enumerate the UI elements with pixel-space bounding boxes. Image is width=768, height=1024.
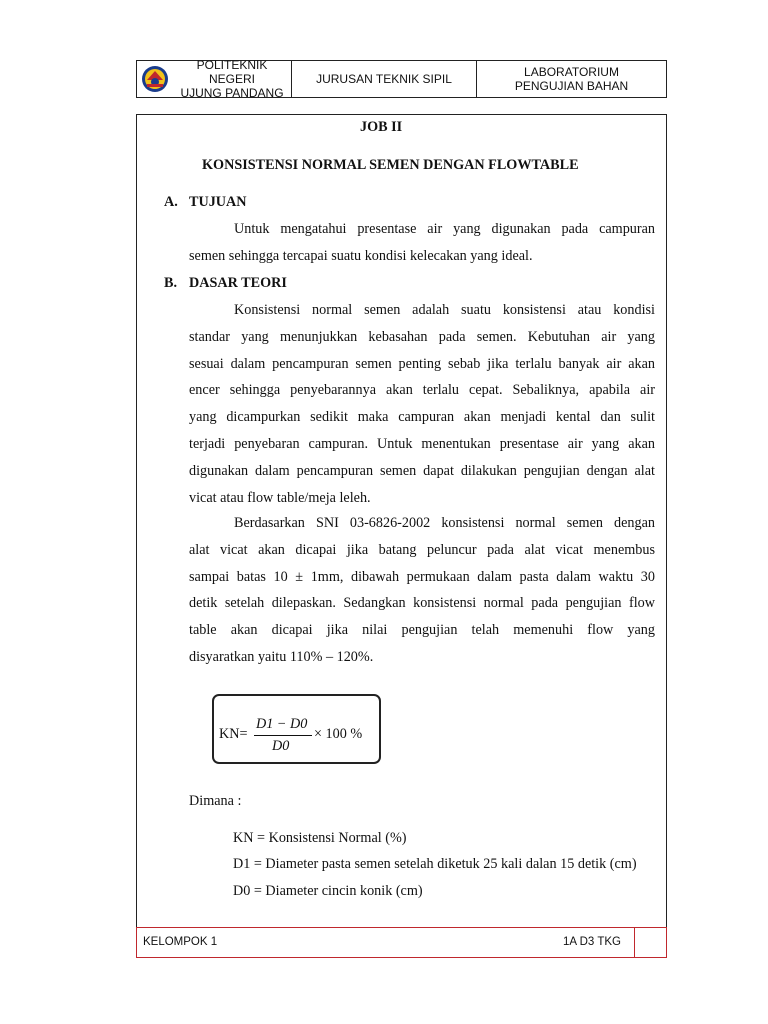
dimana-label: Dimana : xyxy=(189,793,242,809)
section-b-paragraph-2 xyxy=(189,510,655,671)
section-a-text xyxy=(189,216,655,270)
text-line: detik setelah dilepaskan. Sedangkan konsistensi normal pada pengujian flow xyxy=(189,595,655,612)
text-line: Berdasarkan SNI 03-6826-2002 konsistensi normal semen dengan xyxy=(234,515,655,531)
document-title: KONSISTENSI NORMAL SEMEN DENGAN FLOWTABLE xyxy=(202,157,579,173)
definition-d1: D1 = Diameter pasta semen setelah diketuk 25 kali dalan 15 detik (cm) xyxy=(233,856,637,872)
text-line: digunakan dalam pencampuran semen dapat dilakukan pengujian dengan alat xyxy=(189,462,655,479)
lab-line2: PENGUJIAN BAHAN xyxy=(514,79,629,93)
text-line: yang dicampurkan sedikit maka campuran akan menjadi kental dan sulit xyxy=(189,409,655,426)
text-line: standar yang menunjukkan kebasahan pada semen. Kebutuhan air yang xyxy=(189,328,655,345)
formula-rhs: × 100 % xyxy=(314,726,363,742)
text-line: sesuai dalam pencampuran semen penting sebab jika terlalu banyak air akan xyxy=(189,355,655,372)
institution-name xyxy=(173,58,291,100)
text-line: semen sehingga tercapai suatu kondisi kelecakan yang ideal. xyxy=(189,247,533,264)
section-b-marker: B. xyxy=(164,275,178,291)
text-line: table akan dicapai jika nilai pengujian telah memenuhi flow yang xyxy=(189,622,655,639)
lab-cell xyxy=(477,61,666,97)
fraction-bar xyxy=(254,735,312,736)
text-line: disyaratkan yaitu 110% – 120%. xyxy=(189,648,374,665)
text-line: alat vicat akan dicapai jika batang peluncur pada alat vicat menembus xyxy=(189,541,655,558)
text-line: terjadi penyebaran campuran. Untuk menentukan presentase air yang akan xyxy=(189,435,655,452)
formula-denominator: D0 xyxy=(272,738,290,754)
text-line: Konsistensi normal semen adalah suatu konsistensi atau kondisi xyxy=(234,302,655,318)
job-label: JOB II xyxy=(360,119,403,135)
section-a-marker: A. xyxy=(164,194,178,210)
text-line: Untuk mengatahui presentase air yang digunakan pada campuran xyxy=(234,221,655,237)
definition-d0: D0 = Diameter cincin konik (cm) xyxy=(233,883,423,899)
formula-lhs: KN= xyxy=(219,726,248,742)
section-a-heading: TUJUAN xyxy=(189,194,247,210)
page-footer xyxy=(136,927,667,958)
institution-line2: UJUNG PANDANG xyxy=(180,86,284,100)
department-cell: JURUSAN TEKNIK SIPIL xyxy=(292,61,477,97)
institution-seal-icon xyxy=(141,65,169,93)
text-line: vicat atau flow table/meja leleh. xyxy=(189,489,371,506)
institution-cell xyxy=(137,58,292,100)
text-line: encer sehingga penyebarannya akan terlalu cepat. Sebaliknya, apabila air xyxy=(189,382,655,399)
institution-line1: POLITEKNIK NEGERI xyxy=(196,58,268,86)
formula-box xyxy=(212,694,381,764)
page-header xyxy=(136,60,667,98)
lab-line1: LABORATORIUM xyxy=(524,65,619,79)
footer-page-box xyxy=(634,927,666,958)
formula-numerator: D1 − D0 xyxy=(256,716,308,732)
footer-group: KELOMPOK 1 xyxy=(143,936,218,948)
section-b-paragraph-1 xyxy=(189,297,655,511)
section-b-heading: DASAR TEORI xyxy=(189,275,287,291)
text-line: sampai batas 10 ± 1mm, dibawah permukaan dalam pasta dalam waktu 30 xyxy=(189,568,655,585)
footer-class: 1A D3 TKG xyxy=(563,936,621,948)
definition-kn: KN = Konsistensi Normal (%) xyxy=(233,830,407,846)
